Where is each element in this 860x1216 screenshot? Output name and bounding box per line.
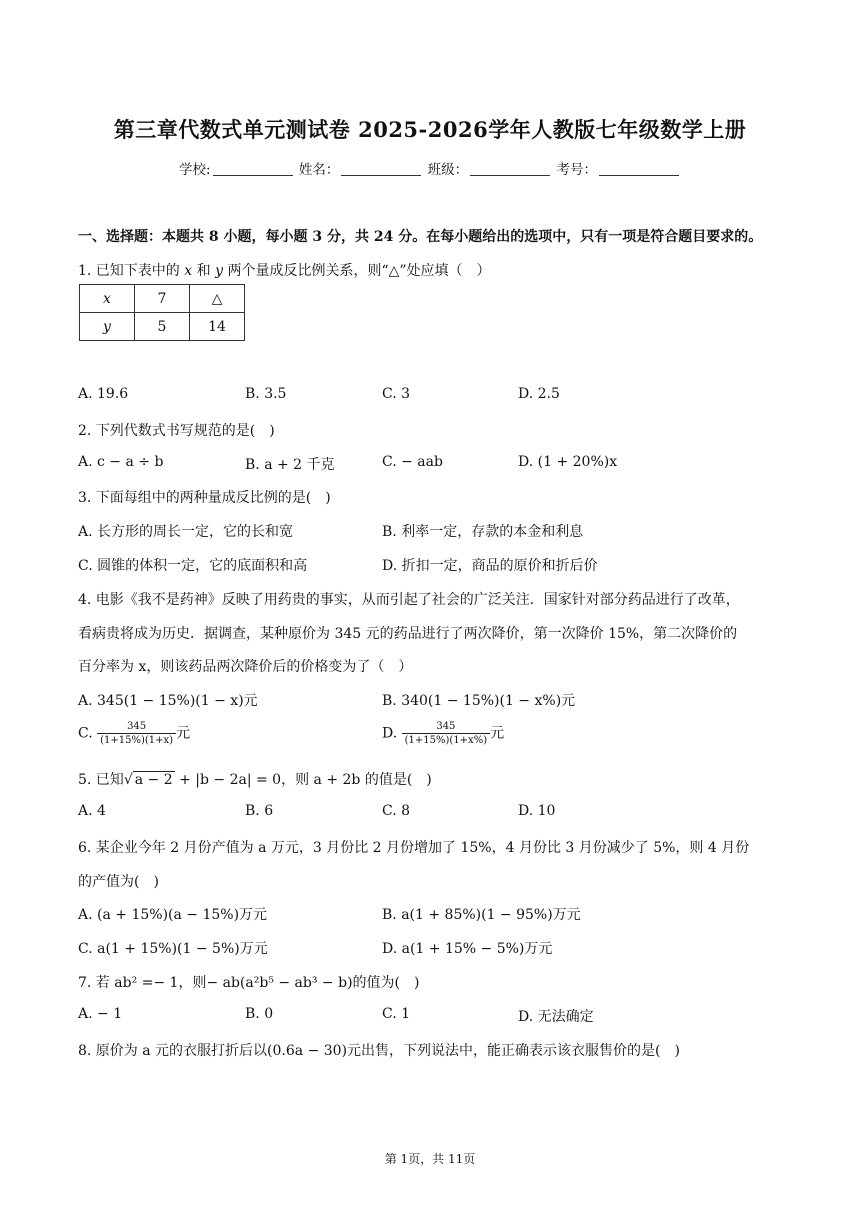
question-4-line-2: 看病贵将成为历史．据调查，某种原价为 345 元的药品进行了两次降价，第一次降价 15%，第二次降价的 xyxy=(78,626,738,642)
q4-option-d-fraction xyxy=(402,720,490,747)
question-4-line-3: 百分率为 x，则该药品两次降价后的价格变为了（ ） xyxy=(78,659,413,675)
q2-option-a[interactable]: A. c − a ÷ b xyxy=(78,454,164,470)
field-school-label: 学校: xyxy=(179,162,211,178)
question-7-stem: 7. 若 ab² =− 1，则− ab(a²b⁵ − ab³ − b)的值为( ) xyxy=(78,975,420,991)
q1-stem-part: 两个量成反比例关系，则“△”处应填（ ） xyxy=(223,263,491,279)
table-cell: △ xyxy=(190,285,245,313)
question-6-line-2: 的产值为( ) xyxy=(78,874,159,890)
unit-label: 元 xyxy=(176,725,191,742)
q7-option-a[interactable]: A. − 1 xyxy=(78,1006,123,1022)
question-8-stem: 8. 原价为 a 元的衣服打折后以(0.6a − 30)元出售，下列说法中，能正确表示该衣服售价的是( ) xyxy=(78,1043,680,1059)
table-cell: y xyxy=(80,313,135,341)
q1-option-d[interactable]: D. 2.5 xyxy=(518,386,560,402)
fraction-numerator: 345 xyxy=(97,720,176,734)
question-1-stem xyxy=(78,260,491,280)
q2-option-c[interactable]: C. − aab xyxy=(382,454,443,470)
q7-option-d[interactable]: D. 无法确定 xyxy=(518,1009,594,1025)
fraction-denominator: (1+15%)(1+x) xyxy=(100,735,174,746)
question-4-line-1: 4. 电影《我不是药神》反映了用药贵的事实，从而引起了社会的广泛关注．国家针对部分药品进行了改革， xyxy=(78,592,740,608)
page-footer: 第 1页，共 11页 xyxy=(384,1152,476,1166)
q5-stem-part: + |b − 2a| = 0，则 a + 2b 的值是( ) xyxy=(174,772,432,788)
q6-option-b[interactable]: B. a(1 + 85%)(1 − 95%)万元 xyxy=(382,907,581,923)
student-info-row xyxy=(0,158,860,178)
q1-var-y: y xyxy=(215,263,223,279)
question-3-stem: 3. 下面每组中的两种量成反比例的是( ) xyxy=(78,490,331,506)
q3-option-b[interactable]: B. 利率一定，存款的本金和利息 xyxy=(382,524,584,540)
q1-option-b[interactable]: B. 3.5 xyxy=(245,386,287,402)
q6-option-a[interactable]: A. (a + 15%)(a − 15%)万元 xyxy=(78,907,268,923)
q6-option-d[interactable]: D. a(1 + 15% − 5%)万元 xyxy=(382,941,553,957)
q1-var-x: x xyxy=(184,263,193,279)
question-6-line-1: 6. 某企业今年 2 月份产值为 a 万元，3 月份比 2 月份增加了 15%，4 月份比 3 月份减少了 5%，则 4 月份 xyxy=(78,840,750,856)
q5-stem-part: 5. 已知 xyxy=(78,772,124,788)
table-row xyxy=(80,313,245,341)
sqrt-icon: √ xyxy=(123,772,133,788)
q4-option-d-label: D. xyxy=(382,725,398,742)
field-class-label: 班级： xyxy=(427,162,469,178)
field-name-blank xyxy=(341,163,421,176)
q4-option-b[interactable]: B. 340(1 − 15%)(1 − x%)元 xyxy=(382,693,576,709)
table-cell: 5 xyxy=(135,313,190,341)
q4-option-a[interactable]: A. 345(1 − 15%)(1 − x)元 xyxy=(78,693,258,709)
q5-option-c[interactable]: C. 8 xyxy=(382,803,411,819)
q5-option-d[interactable]: D. 10 xyxy=(518,803,556,819)
field-exam-no-blank xyxy=(599,163,679,176)
q1-option-c[interactable]: C. 3 xyxy=(382,386,411,402)
q4-option-c-label: C. xyxy=(78,725,93,742)
q3-option-d[interactable]: D. 折扣一定，商品的原价和折后价 xyxy=(382,558,598,574)
field-name-label: 姓名： xyxy=(298,162,340,178)
q4-option-d[interactable] xyxy=(382,720,504,747)
q7-option-c[interactable]: C. 1 xyxy=(382,1006,411,1022)
unit-label: 元 xyxy=(490,725,505,742)
q7-option-b[interactable]: B. 0 xyxy=(245,1006,274,1022)
question-2-stem: 2. 下列代数式书写规范的是( ) xyxy=(78,423,275,439)
q5-radicand: a − 2 xyxy=(134,772,173,788)
q6-option-c[interactable]: C. a(1 + 15%)(1 − 5%)万元 xyxy=(78,941,268,957)
q4-option-c[interactable] xyxy=(78,720,190,747)
fraction-denominator: (1+15%)(1+x%) xyxy=(404,735,488,746)
q5-option-b[interactable]: B. 6 xyxy=(245,803,274,819)
q4-option-c-fraction xyxy=(97,720,176,747)
question-5-stem xyxy=(78,769,432,789)
q1-stem-part: 1. 已知下表中的 xyxy=(78,263,185,279)
field-school-blank xyxy=(213,163,293,176)
section-heading: 一、选择题：本题共 8 小题，每小题 3 分，共 24 分。在每小题给出的选项中，只有一项是符合题目要求的。 xyxy=(78,229,763,245)
q2-option-b[interactable]: B. a + 2 千克 xyxy=(245,457,335,473)
field-class-blank xyxy=(470,163,550,176)
page-title: 第三章代数式单元测试卷 2025-2026学年人教版七年级数学上册 xyxy=(113,117,747,142)
table-cell: 7 xyxy=(135,285,190,313)
q3-option-c[interactable]: C. 圆锥的体积一定，它的底面积和高 xyxy=(78,558,308,574)
table-cell: 14 xyxy=(190,313,245,341)
q5-option-a[interactable]: A. 4 xyxy=(78,803,106,819)
q1-table xyxy=(79,284,245,341)
q2-option-d[interactable]: D. (1 + 20%)x xyxy=(518,454,618,470)
field-exam-no-label: 考号： xyxy=(556,162,597,178)
q1-stem-part: 和 xyxy=(192,263,216,279)
table-row xyxy=(80,285,245,313)
q1-option-a[interactable]: A. 19.6 xyxy=(78,386,129,402)
fraction-numerator: 345 xyxy=(402,720,490,734)
q3-option-a[interactable]: A. 长方形的周长一定，它的长和宽 xyxy=(78,524,294,540)
table-cell: x xyxy=(80,285,135,313)
